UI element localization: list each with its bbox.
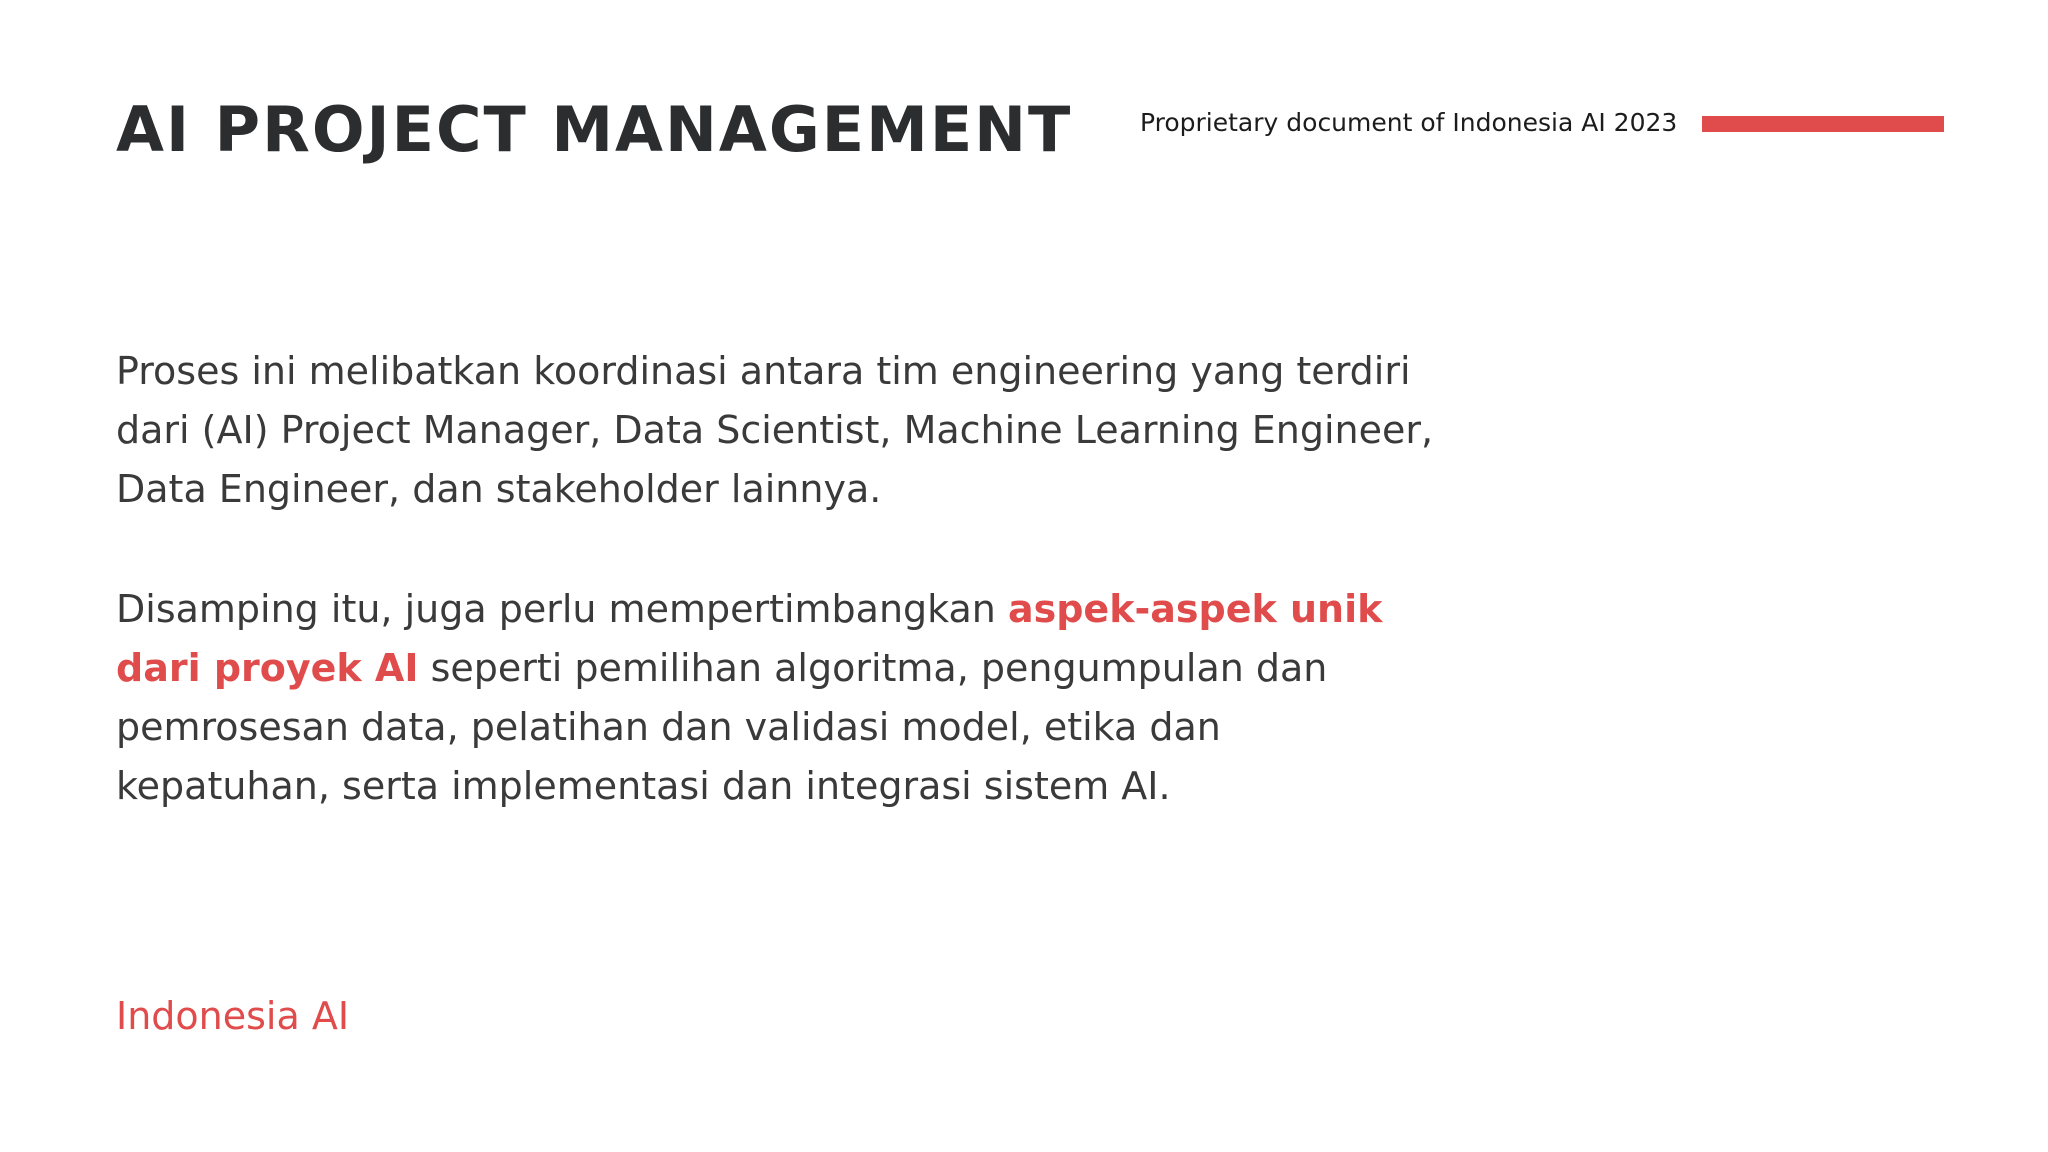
slide-title: AI PROJECT MANAGEMENT	[116, 93, 1073, 166]
highlighted-phrase: aspek-aspek unik dari proyek AI	[116, 587, 1383, 690]
proprietary-note: Proprietary document of Indonesia AI 2023	[1140, 108, 1678, 137]
paragraph-unique-aspects	[116, 580, 1436, 816]
footer-brand: Indonesia AI	[116, 994, 350, 1038]
paragraph-text-before: Disamping itu, juga perlu mempertimbangkan	[116, 587, 1008, 631]
paragraph-coordination: Proses ini melibatkan koordinasi antara tim engineering yang terdiri dari (AI) Project Manager, Data Scientist, Machine Learning Engineer, Data Engineer, dan stakeholder lainnya.	[116, 349, 1434, 511]
paragraph-text-after: seperti pemilihan algoritma, pengumpulan dan pemrosesan data, pelatihan dan validasi model, etika dan kepatuhan, serta implementasi dan integrasi sistem AI.	[116, 646, 1328, 808]
accent-bar	[1702, 116, 1944, 132]
